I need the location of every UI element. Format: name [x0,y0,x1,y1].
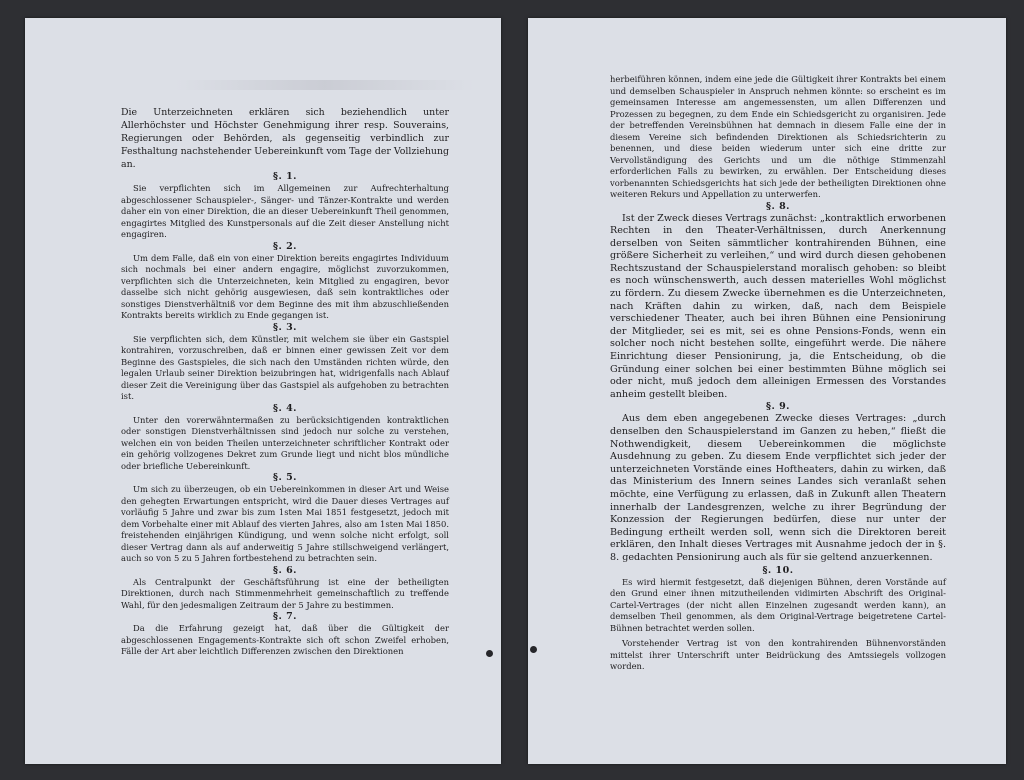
section-heading: §. 6. [272,564,297,576]
intro-paragraph: Die Unterzeichneten erklären sich beziehendlich unter Allerhöchster und Höchster Genehmigung ihrer resp. Souverains, Regierungen oder Behörden, als gegenseitig verbindlich zur Festhaltung nachstehender Uebereinkunft vom Tage der Vollziehung an. [121,107,449,170]
binding-hole [486,650,493,657]
section-text: Als Centralpunkt der Geschäftsführung ist eine der betheiligten Direktionen, durch nach Stimmenmehrheit gemeinschaftlich zu treffende Wahl, für den jedesmaligen Zeitraum der 5 Jahre zu bestimmen. [121,576,449,610]
bleed-through-text [175,80,475,90]
section-text: Aus dem eben angegebenen Zwecke dieses Vertrages: „durch denselben den Schauspielerstand im Ganzen zu heben,“ fließt die Nothwendigkeit, diesem Uebereinkommen die möglichste Ausdehnung zu geben. Zu diesem Ende verpflichtet sich jeder der unterzeichneten Vorstände eines Hoftheaters, dahin zu wirken, daß das Ministerium des Innern seines Landes sich veranlaßt sehen möchte, eine Verfügung zu erlassen, daß in Zukunft allen Theatern innerhalb der Landesgrenzen, welche zu ihrer Begründung der Konzession der Regierungen bedürfen, diese nur unter der Bedingung ertheilt werden soll, wenn sich die Direktoren bereit erklären, den Inhalt dieses Vertrages mit Ausnahme jedoch der in §. 8. gedachten Pensionirung auch als für sie geltend anzuerkennen. [610,413,946,563]
section-text: Es wird hiermit festgesetzt, daß diejenigen Bühnen, deren Vorstände auf den Grund einer ihnen mitzutheilenden vidimirten Abschrift des Original-Cartel-Vertrages (der nicht allen Einzelnen zugesandt werden kann), an demselben Theil genommen, als dem Original-Vertrage beigetretene Cartel-Bühnen betrachtet werden sollen. [610,576,946,633]
continuation-paragraph: herbeiführen können, indem eine jede die Gültigkeit ihrer Kontrakts bei einem und demselben Schauspieler in Anspruch nehmen könnte: so erscheint es im gemeinsamen Interesse am angemessensten, um allen Differenzen und Prozessen zu begegnen, zu dem Ende ein Schiedsgericht zu organisiren. Jede der betreffenden Vereinsbühnen hat demnach in diesem Falle eine der in diesem Vereine sich befindenden Direktionen als Schiedsrichterin zu benennen, und diese beiden wiederum unter sich eine dritte zur Vervollständigung des Gerichts und um die nöthige Stimmenzahl erforderlichen Falls zu bewirken, zu erwählen. Der Entscheidung dieses vorbenannten Schiedsgerichts hat sich jede der betheiligten Direktionen ohne weiteren Rekurs und Appellation zu unterwerfen. [610,74,946,199]
section-text: Sie verpflichten sich im Allgemeinen zur Aufrechterhaltung abgeschlossener Schauspieler-, Sänger- und Tänzer-Kontrakte und werden daher ein von einer Direktion, die an dieser Uebereinkunft Theil genommen, engagirtes Mitglied des Kunstpersonals auf die Zeit dieser Anstellung nicht engagiren. [121,183,449,239]
closing-paragraph: Vorstehender Vertrag ist von den kontrahirenden Bühnenvorständen mittelst ihrer Unterschrift unter Beidrückung des Amtssiegels vollzogen worden. [610,638,946,672]
document-page-right [528,18,1006,764]
section-heading: §. 1. [272,171,297,182]
section-heading: §. 8. [765,200,790,212]
section-heading: §. 5. [272,472,297,483]
section-heading: §. 3. [272,321,297,333]
section-text: Um dem Falle, daß ein von einer Direktion bereits engagirtes Individuum sich nochmals bei einer andern engagire, möglichst zuvorzukommen, verpflichten sich die Unterzeichneten, kein Mitglied zu engagiren, bevor dasselbe sich nicht gehörig ausgewiesen, daß sein kontraktliches oder sonstiges Dienstverhältniß vor dem Beginne des mit ihm abzuschließenden Kontrakts bereits wirklich zu Ende gegangen ist. [121,252,449,320]
section-heading: §. 10. [762,564,794,576]
section-text: Sie verpflichten sich, dem Künstler, mit welchem sie über ein Gastspiel kontrahiren, vorzuschreiben, daß er binnen einer gewissen Zeit vor dem Beginne des Gastspieles, die sich nach den Umständen richten würde, den legalen Urlaub seiner Direktion beizubringen hat, widrigenfalls nach Ablauf dieser Zeit die Vereinigung über das Gastspiel als aufgehoben zu betrachten ist. [121,333,449,401]
section-text: Ist der Zweck dieses Vertrags zunächst: „kontraktlich erworbenen Rechten in den Theater-Verhältnissen, durch Anerkennung derselben von Seiten sämmtlicher kontrahirenden Bühnen, eine größere Sicherheit zu verleihen,“ und wird durch diesen gehobenen Rechtszustand der Schauspielerstand moralisch gehoben: so bleibt es noch wünschenswerth, auch dessen materielles Wohl möglichst zu fördern. Zu diesem Zwecke übernehmen es die Unterzeichneten, nach Kräften dahin zu wirken, daß, nach dem Beispiele verschiedener Theater, auch bei ihren Bühnen eine Pensionirung der Mitglieder, sei es mit, sei es ohne Pensions-Fonds, wenn ein solcher noch nicht bestehen sollte, eingeführt werde. Die nähere Einrichtung dieser Pensionirung, ja, die Entscheidung, ob die Gründung einer solchen bei einer bestimmten Bühne möglich sei oder nicht, muß jedoch dem alleinigen Ermessen des Vorstandes anheim gestellt bleiben. [610,212,946,400]
section-heading: §. 4. [272,402,297,414]
section-text: Um sich zu überzeugen, ob ein Uebereinkommen in dieser Art und Weise den gehegten Erwartungen entspricht, wird die Dauer dieses Vertrages auf vorläufig 5 Jahre und zwar bis zum 1sten Mai 1851 festgesetzt, jedoch mit dem Vorbehalte einer mit Ablauf des vierten Jahres, also am 1sten Mai 1850. freistehenden einjährigen Kündigung, und wenn solche nicht erfolgt, soll dieser Vertrag dann als auf anderweitig 5 Jahre stillschweigend verlängert, auch so von 5 zu 5 Jahren fortbestehend zu betrachten sein. [121,484,449,563]
section-text: Unter den vorerwähntermaßen zu berücksichtigenden kontraktlichen oder sonstigen Dienstverhältnissen sind jedoch nur solche zu verstehen, welchen ein von beiden Theilen unterzeichneter schriftlicher Kontrakt oder ein gehörig vollzogenes Dekret zum Grunde liegt und nicht blos mündliche oder briefliche Uebereinkunft. [121,414,449,471]
section-heading: §. 9. [765,401,790,413]
binding-hole [530,646,537,653]
section-heading: §. 2. [272,240,297,252]
document-page-left [25,18,501,764]
section-text: Da die Erfahrung gezeigt hat, daß über die Gültigkeit der abgeschlossenen Engagements-Kontrakte sich oft schon Zweifel erhoben, Fälle der Art aber leichtlich Differenzen zwischen den Direktionen [121,623,449,656]
section-heading: §. 7. [272,611,297,622]
